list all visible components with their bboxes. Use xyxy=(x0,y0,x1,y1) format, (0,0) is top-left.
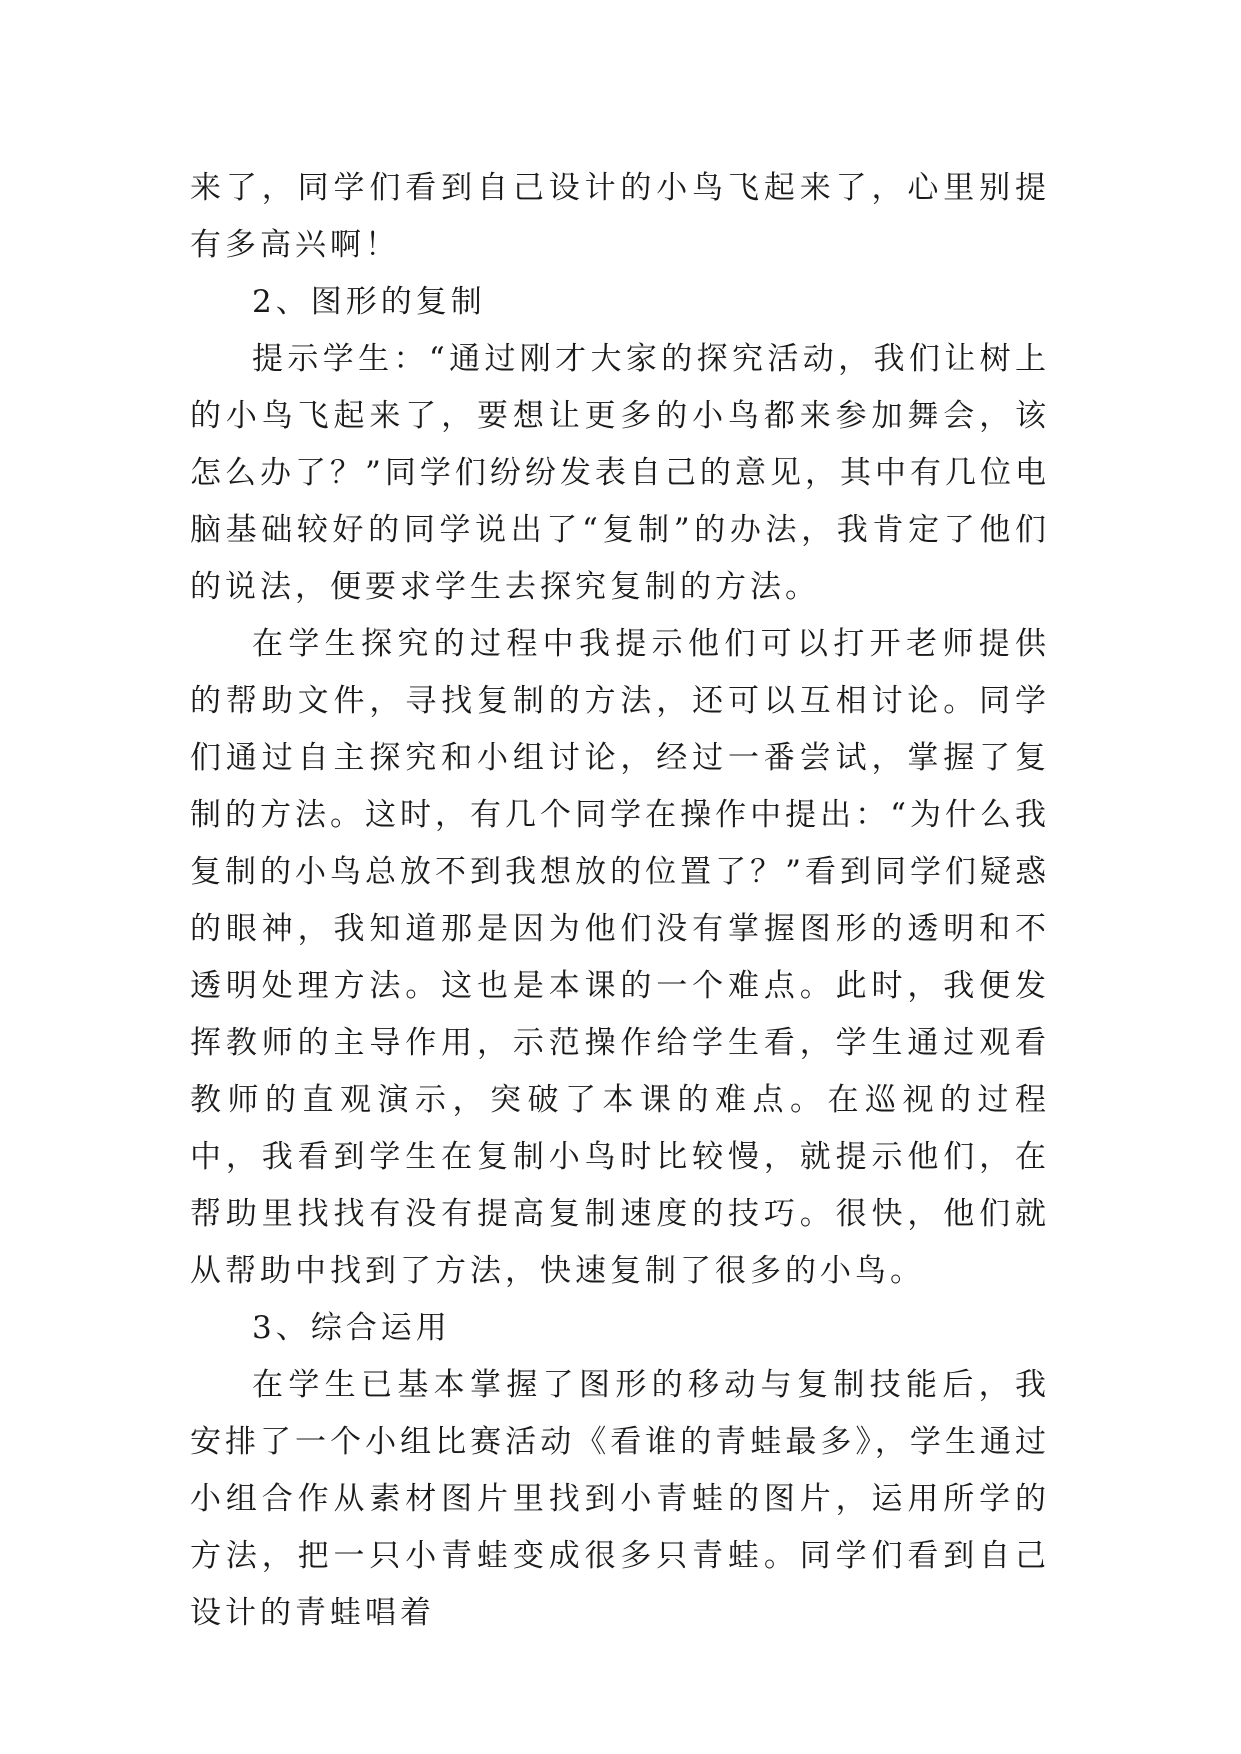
section-heading-apply: 3、综合运用 xyxy=(252,1310,451,1346)
section-heading-copy: 2、图形的复制 xyxy=(252,284,486,320)
paragraph-continuation: 来了，同学们看到自己设计的小鸟飞起来了，心里别提有多高兴啊！ xyxy=(190,170,1050,263)
document-body xyxy=(190,160,1050,1642)
paragraph-explore: 在学生探究的过程中我提示他们可以打开老师提供的帮助文件，寻找复制的方法，还可以互相讨论。同学们通过自主探究和小组讨论，经过一番尝试，掌握了复制的方法。这时，有几个同学在操作中提出：“为什么我复制的小鸟总放不到我想放的位置了？”看到同学们疑惑的眼神，我知道那是因为他们没有掌握图形的透明和不透明处理方法。这也是本课的一个难点。此时，我便发挥教师的主导作用，示范操作给学生看，学生通过观看教师的直观演示，突破了本课的难点。在巡视的过程中，我看到学生在复制小鸟时比较慢，就提示他们，在帮助里找找有没有提高复制速度的技巧。很快，他们就从帮助中找到了方法，快速复制了很多的小鸟。 xyxy=(190,626,1050,1289)
paragraph-contest: 在学生已基本掌握了图形的移动与复制技能后，我安排了一个小组比赛活动《看谁的青蛙最多》，学生通过小组合作从素材图片里找到小青蛙的图片，运用所学的方法，把一只小青蛙变成很多只青蛙。同学们看到自己设计的青蛙唱着 xyxy=(190,1367,1050,1631)
paragraph-prompt: 提示学生：“通过刚才大家的探究活动，我们让树上的小鸟飞起来了，要想让更多的小鸟都来参加舞会，该怎么办了？”同学们纷纷发表自己的意见，其中有几位电脑基础较好的同学说出了“复制”的办法，我肯定了他们的说法，便要求学生去探究复制的方法。 xyxy=(190,341,1050,605)
